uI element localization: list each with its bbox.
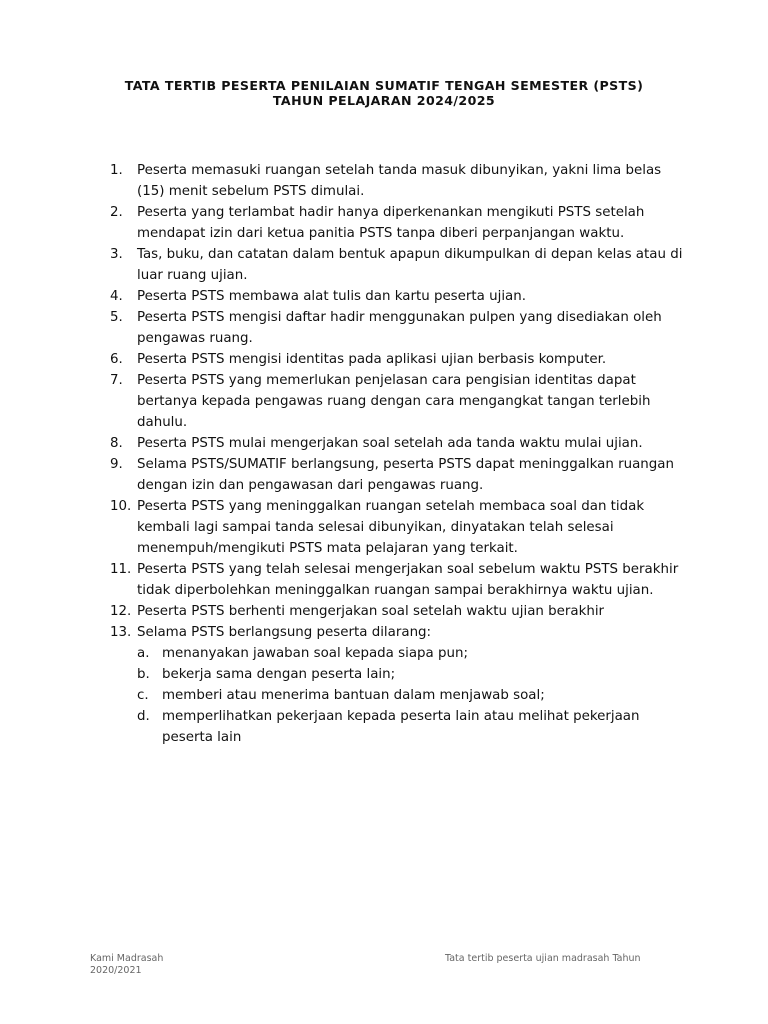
rule-text: Selama PSTS/SUMATIF berlangsung, peserta PSTS dapat meninggalkan ruangan dengan izin dan pengawasan dari pengawas ruang.: [137, 457, 674, 493]
rule-text: Selama PSTS berlangsung peserta dilarang:: [137, 625, 432, 640]
rule-text: Peserta PSTS berhenti mengerjakan soal setelah waktu ujian berakhir: [137, 604, 605, 619]
rule-number: 13.: [110, 625, 132, 640]
rule-text: Peserta PSTS mengisi identitas pada aplikasi ujian berbasis komputer.: [137, 352, 607, 367]
rule-number: 11.: [110, 562, 132, 577]
prohibition-letter: d.: [137, 709, 150, 724]
rule-item: [110, 244, 690, 286]
document-title: [60, 78, 708, 108]
rule-text: Peserta PSTS yang telah selesai mengerjakan soal sebelum waktu PSTS berakhir tidak diperbolehkan meninggalkan ruangan sampai berakhirnya waktu ujian.: [137, 562, 679, 598]
rule-item: [110, 433, 690, 454]
rule-number: 2.: [110, 205, 123, 220]
rule-number: 6.: [110, 352, 123, 367]
prohibition-text: menanyakan jawaban soal kepada siapa pun;: [162, 646, 468, 661]
rule-item: [110, 559, 690, 601]
rule-item: [110, 349, 690, 370]
rule-text: Peserta PSTS mengisi daftar hadir menggunakan pulpen yang disediakan oleh pengawas ruang.: [137, 310, 662, 346]
rule-text: Peserta PSTS mulai mengerjakan soal setelah ada tanda waktu mulai ujian.: [137, 436, 643, 451]
footer-left: Kami Madrasah 2020/2021: [90, 953, 164, 976]
prohibition-item: [137, 685, 690, 706]
rules-list: [110, 160, 690, 748]
rule-number: 3.: [110, 247, 123, 262]
prohibition-letter: c.: [137, 688, 149, 703]
rule-text: Peserta PSTS yang meninggalkan ruangan setelah membaca soal dan tidak kembali lagi sampai tanda selesai dibunyikan, dinyatakan telah selesai menempuh/mengikuti PSTS mata pelajaran yang terkait.: [137, 499, 645, 556]
rule-number: 12.: [110, 604, 132, 619]
rule-number: 1.: [110, 163, 123, 178]
rule-item: [110, 370, 690, 433]
rule-number: 5.: [110, 310, 123, 325]
prohibition-item: [137, 706, 690, 748]
rule-number: 10.: [110, 499, 132, 514]
prohibition-letter: a.: [137, 646, 150, 661]
rule-item: [110, 160, 690, 202]
prohibition-text: memberi atau menerima bantuan dalam menjawab soal;: [162, 688, 545, 703]
rule-item: [110, 496, 690, 559]
rule-number: 4.: [110, 289, 123, 304]
prohibition-item: [137, 643, 690, 664]
rule-item: [110, 601, 690, 622]
rule-text: Tas, buku, dan catatan dalam bentuk apapun dikumpulkan di depan kelas atau di luar ruang ujian.: [137, 247, 683, 283]
rule-item: [110, 286, 690, 307]
rule-number: 9.: [110, 457, 123, 472]
rule-text: Peserta yang terlambat hadir hanya diperkenankan mengikuti PSTS setelah mendapat izin dari ketua panitia PSTS tanpa diberi perpanjangan waktu.: [137, 205, 645, 241]
rule-text: Peserta PSTS yang memerlukan penjelasan cara pengisian identitas dapat bertanya kepada pengawas ruang dengan cara mengangkat tangan terlebih dahulu.: [137, 373, 651, 430]
title-line-2: TAHUN PELAJARAN 2024/2025: [272, 93, 496, 108]
prohibition-letter: b.: [137, 667, 150, 682]
rule-item: [110, 454, 690, 496]
rule-item: [110, 622, 690, 748]
prohibitions-list: [137, 643, 690, 748]
footer-right: Tata tertib peserta ujian madrasah Tahun: [445, 953, 641, 964]
rule-number: 8.: [110, 436, 123, 451]
rule-text: Peserta PSTS membawa alat tulis dan kartu peserta ujian.: [137, 289, 526, 304]
rule-text: Peserta memasuki ruangan setelah tanda masuk dibunyikan, yakni lima belas (15) menit sebelum PSTS dimulai.: [137, 163, 662, 199]
rule-item: [110, 202, 690, 244]
title-line-1: TATA TERTIB PESERTA PENILAIAN SUMATIF TENGAH SEMESTER (PSTS): [124, 78, 644, 93]
rule-item: [110, 307, 690, 349]
prohibition-item: [137, 664, 690, 685]
rule-number: 7.: [110, 373, 123, 388]
prohibition-text: memperlihatkan pekerjaan kepada peserta lain atau melihat pekerjaan peserta lain: [162, 709, 640, 745]
prohibition-text: bekerja sama dengan peserta lain;: [162, 667, 396, 682]
